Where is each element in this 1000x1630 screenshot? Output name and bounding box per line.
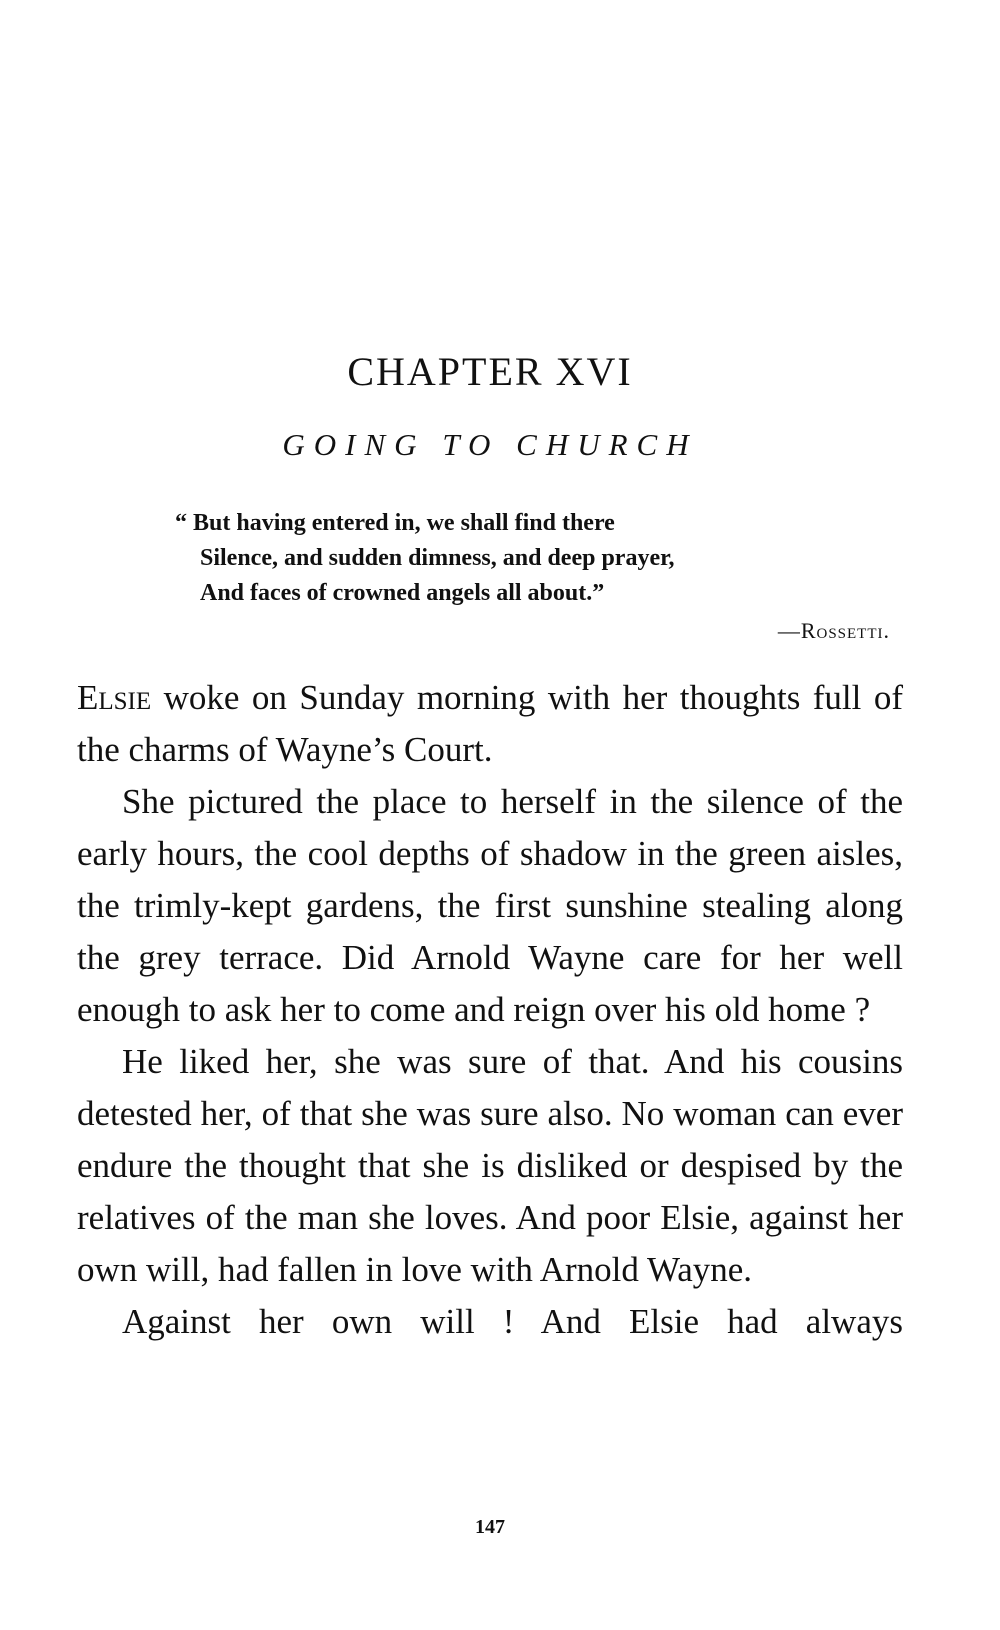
paragraph: Against her own will ! And Elsie had always xyxy=(122,1302,903,1341)
paragraph: She pictured the place to herself in the silence of the early hours, the cool depths of shadow in the green aisles, the trimly-kept gardens, the first sunshine stealing along the grey terrace. Did Arnold Wayne care for her well enough to ask her to come and reign over his old home ? xyxy=(77,782,903,1029)
paragraph: He liked her, she was sure of that. And his cousins detested her, of that she was sure also. No woman can ever endure the thought that she is disliked or despised by the relatives of the man she loves. And poor Elsie, against her own will, had fallen in love with Arnold Wayne. xyxy=(77,1042,903,1289)
epigraph xyxy=(175,506,875,611)
chapter-title: GOING TO CHURCH xyxy=(282,427,698,462)
paragraph-text: woke on Sunday morning with her thoughts full of the charms of Wayne’s Court. xyxy=(77,678,903,769)
epigraph-attribution: —Rossetti. xyxy=(777,618,890,643)
epigraph-line: Silence, and sudden dimness, and deep prayer, xyxy=(200,545,675,571)
epigraph-line: “ But having entered in, we shall find there xyxy=(175,510,615,536)
body-text xyxy=(77,672,903,1348)
lead-word: Elsie xyxy=(77,678,152,717)
chapter-heading: CHAPTER XVI xyxy=(347,349,633,394)
page-number: 147 xyxy=(475,1516,505,1538)
epigraph-line: And faces of crowned angels all about.” xyxy=(200,580,605,606)
paragraph xyxy=(77,672,903,776)
